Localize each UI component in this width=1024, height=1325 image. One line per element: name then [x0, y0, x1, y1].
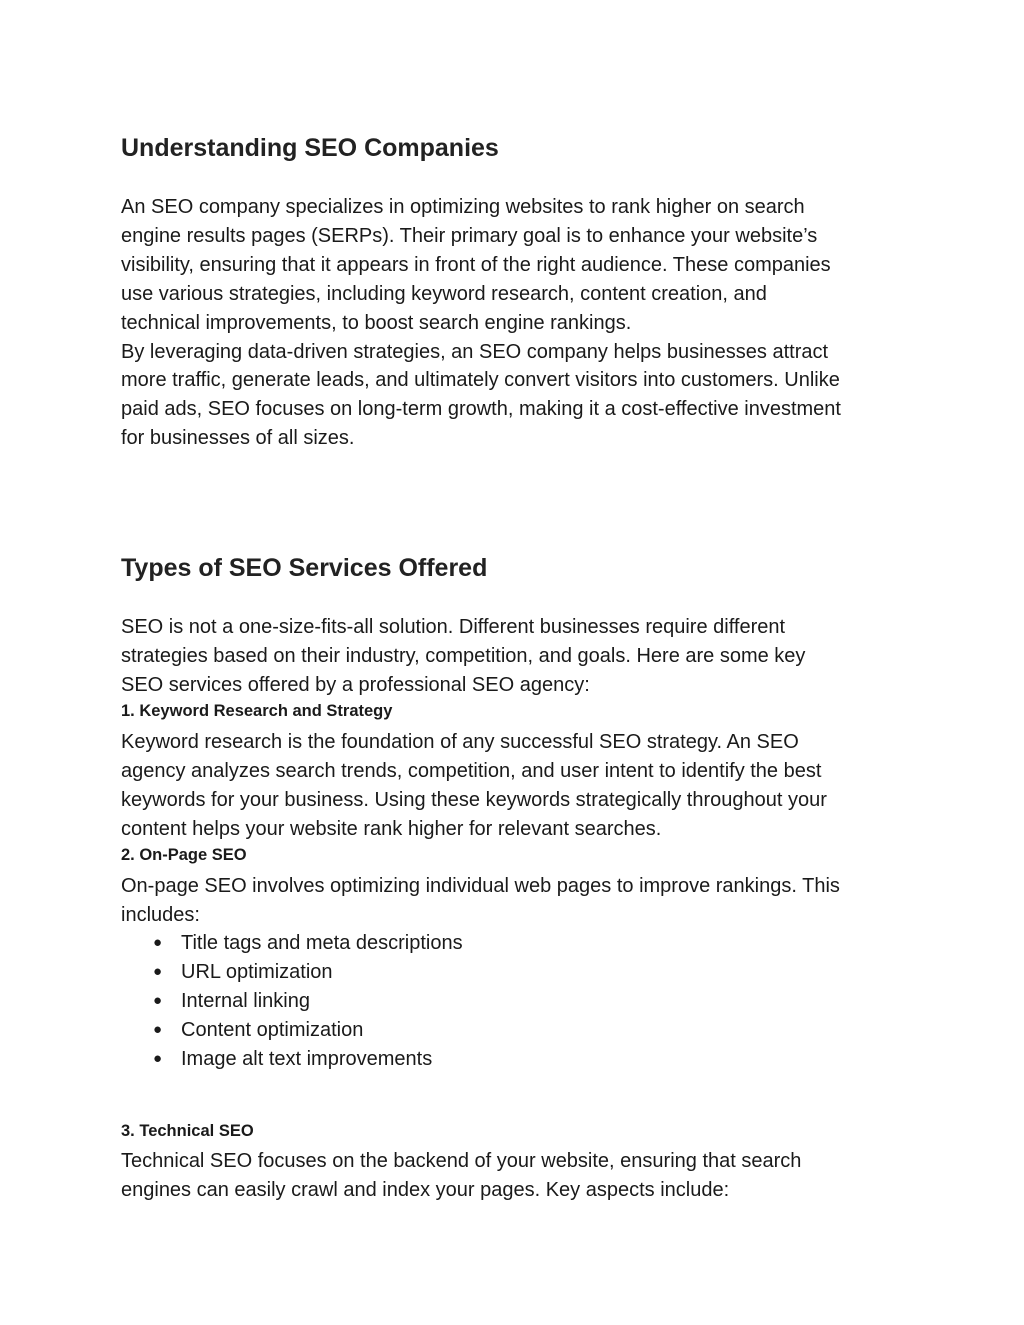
- subsection-paragraph-technical-seo: [121, 1147, 911, 1205]
- text-line: By leveraging data-driven strategies, an SEO company helps businesses attract: [121, 340, 829, 363]
- section-paragraph-understanding-seo: [121, 193, 911, 453]
- list-item-text: Internal linking: [181, 989, 310, 1012]
- list-item: [121, 987, 463, 1016]
- list-item-text: Content optimization: [181, 1018, 364, 1041]
- text-line: engines can easily crawl and index your pages. Key aspects include:: [121, 1178, 730, 1201]
- list-item: [121, 929, 463, 958]
- section-heading-types-of-seo-services: Types of SEO Services Offered: [121, 554, 488, 582]
- text-line: SEO is not a one-size-fits-all solution. Different businesses require different: [121, 616, 786, 638]
- text-line: visibility, ensuring that it appears in front of the right audience. These companies: [121, 253, 831, 276]
- subsection-paragraph-on-page-seo: [121, 872, 911, 930]
- text-line: On-page SEO involves optimizing individual web pages to improve rankings. This: [121, 875, 840, 897]
- subsection-heading-on-page-seo: 2. On-Page SEO: [121, 846, 247, 864]
- section-heading-understanding-seo: Understanding SEO Companies: [121, 134, 499, 162]
- subsection-heading-technical-seo: 3. Technical SEO: [121, 1122, 254, 1140]
- bullet-icon: ●: [153, 1049, 163, 1067]
- section-paragraph-types-of-seo-services: [121, 613, 911, 700]
- text-line: strategies based on their industry, competition, and goals. Here are some key: [121, 644, 806, 667]
- text-line: use various strategies, including keyword research, content creation, and: [121, 282, 767, 305]
- list-item: [121, 958, 463, 987]
- text-line: content helps your website rank higher for relevant searches.: [121, 817, 662, 840]
- bullet-icon: ●: [153, 934, 163, 951]
- subsection-heading-keyword-research: 1. Keyword Research and Strategy: [121, 702, 393, 720]
- text-line: engine results pages (SERPs). Their primary goal is to enhance your website’s: [121, 224, 818, 247]
- text-line: An SEO company specializes in optimizing websites to rank higher on search: [121, 196, 805, 218]
- text-line: paid ads, SEO focuses on long-term growth, making it a cost-effective investment: [121, 398, 841, 421]
- text-line: technical improvements, to boost search engine rankings.: [121, 311, 632, 334]
- text-line: SEO services offered by a professional SEO agency:: [121, 673, 590, 696]
- text-line: keywords for your business. Using these keywords strategically throughout your: [121, 788, 827, 811]
- bullet-icon: ●: [153, 991, 163, 1009]
- on-page-seo-bullet-list: [121, 929, 463, 1074]
- text-line: more traffic, generate leads, and ultimately convert visitors into customers. Unlike: [121, 369, 840, 392]
- list-item-text: URL optimization: [181, 960, 333, 983]
- text-line: for businesses of all sizes.: [121, 427, 355, 450]
- text-line: Keyword research is the foundation of any successful SEO strategy. An SEO: [121, 731, 799, 753]
- list-item: [121, 1016, 463, 1045]
- bullet-icon: ●: [153, 962, 163, 980]
- text-line: Technical SEO focuses on the backend of your website, ensuring that search: [121, 1150, 802, 1172]
- list-item: [121, 1045, 463, 1074]
- subsection-paragraph-keyword-research: [121, 728, 911, 844]
- list-item-text: Image alt text improvements: [181, 1047, 433, 1070]
- text-line: includes:: [121, 903, 200, 926]
- text-line: agency analyzes search trends, competition, and user intent to identify the best: [121, 759, 822, 782]
- bullet-icon: ●: [153, 1020, 163, 1038]
- list-item-text: Title tags and meta descriptions: [181, 932, 463, 954]
